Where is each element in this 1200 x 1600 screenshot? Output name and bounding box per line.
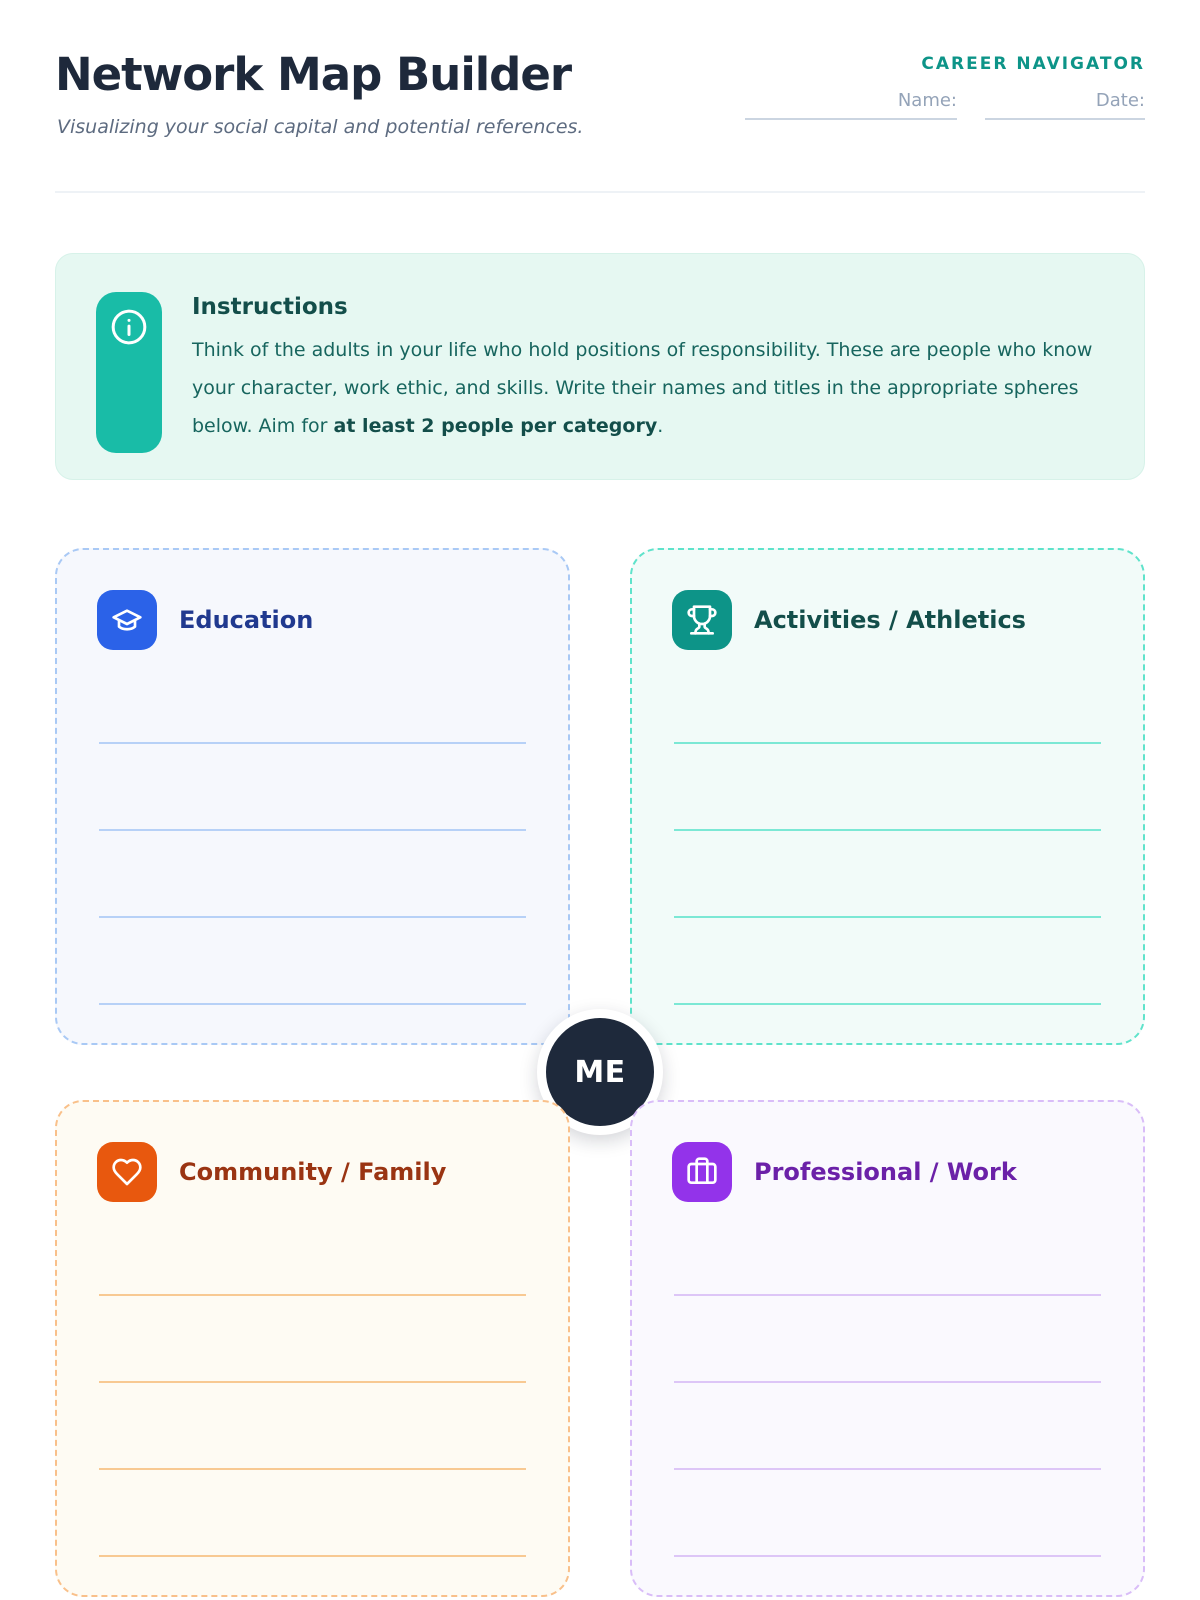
quadrant-activities	[630, 548, 1145, 1045]
activities-lines	[674, 657, 1101, 1005]
write-line[interactable]	[674, 657, 1101, 744]
date-field[interactable]: Date:	[985, 90, 1145, 120]
write-line[interactable]	[99, 657, 526, 744]
write-line[interactable]	[674, 1209, 1101, 1296]
instructions-body	[192, 331, 1112, 445]
write-line[interactable]	[99, 918, 526, 1005]
write-line[interactable]	[674, 831, 1101, 918]
trophy-icon	[672, 590, 732, 650]
briefcase-icon	[672, 1142, 732, 1202]
write-line[interactable]	[99, 744, 526, 831]
instructions-heading: Instructions	[192, 294, 348, 320]
brand-label: CAREER NAVIGATOR	[921, 54, 1145, 74]
page-subtitle: Visualizing your social capital and potential references.	[57, 116, 584, 138]
info-icon	[96, 292, 162, 453]
quadrant-title-professional: Professional / Work	[754, 1158, 1017, 1186]
quadrant-title-community: Community / Family	[179, 1158, 447, 1186]
write-line[interactable]	[99, 831, 526, 918]
write-line[interactable]	[674, 1470, 1101, 1557]
write-line[interactable]	[674, 1296, 1101, 1383]
instructions-period: .	[657, 415, 664, 437]
professional-lines	[674, 1209, 1101, 1557]
instructions-text: Think of the adults in your life who hold positions of responsibility. These are people who know your character, work ethic, and skills. Write their names and titles in the appropriate spheres below. Aim for	[192, 339, 1093, 437]
write-line[interactable]	[674, 1383, 1101, 1470]
name-field[interactable]: Name:	[745, 90, 957, 120]
write-line[interactable]	[99, 1470, 526, 1557]
graduation-cap-icon	[97, 590, 157, 650]
quadrant-title-education: Education	[179, 606, 314, 634]
write-line[interactable]	[99, 1209, 526, 1296]
write-line[interactable]	[99, 1296, 526, 1383]
quadrant-professional	[630, 1100, 1145, 1597]
community-lines	[99, 1209, 526, 1557]
quadrant-title-activities: Activities / Athletics	[754, 606, 1026, 634]
me-label: ME	[574, 1054, 626, 1090]
write-line[interactable]	[674, 918, 1101, 1005]
instructions-callout	[55, 253, 1145, 480]
quadrant-education	[55, 548, 570, 1045]
page-title: Network Map Builder	[55, 48, 572, 101]
header-divider	[55, 191, 1145, 193]
write-line[interactable]	[99, 1383, 526, 1470]
quadrant-community	[55, 1100, 570, 1597]
heart-icon	[97, 1142, 157, 1202]
write-line[interactable]	[674, 744, 1101, 831]
header-right	[745, 54, 1145, 120]
education-lines	[99, 657, 526, 1005]
instructions-bold-text: at least 2 people per category	[333, 415, 658, 437]
